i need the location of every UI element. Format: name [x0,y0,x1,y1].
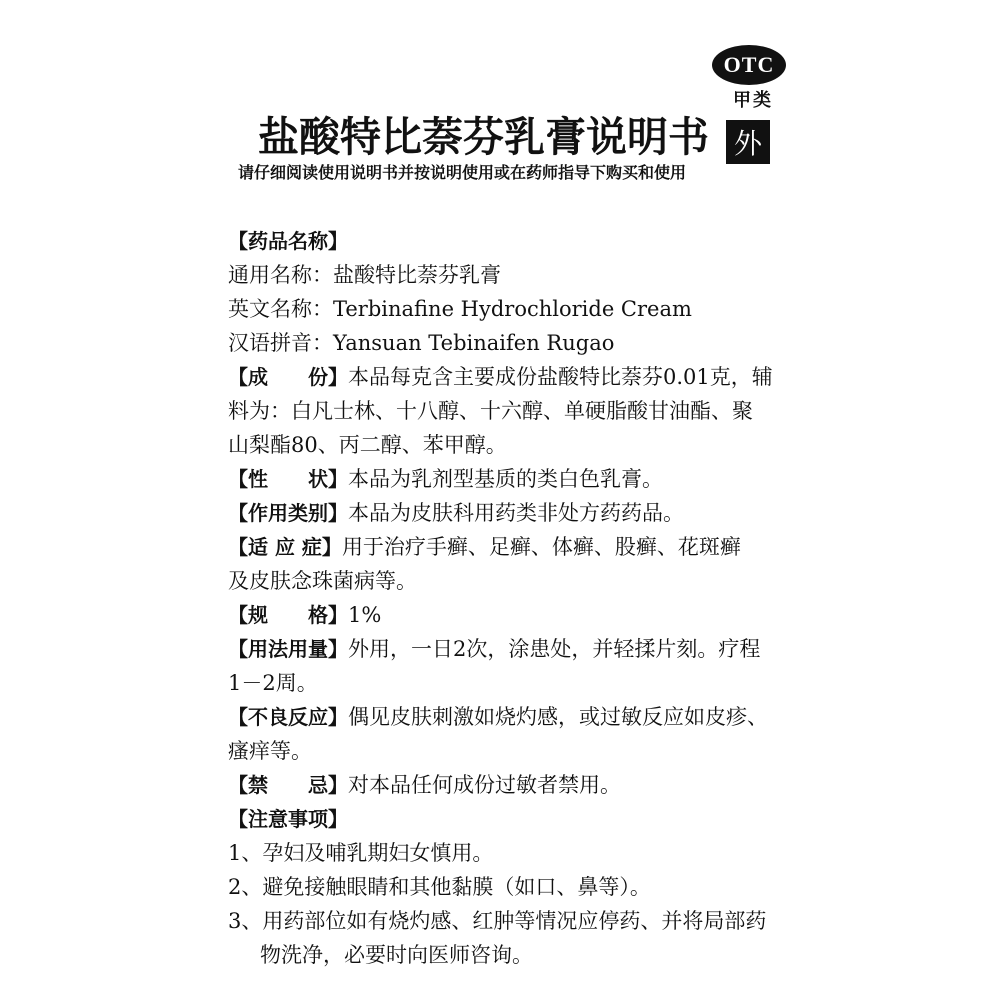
section-composition [228,360,808,394]
section-label: 【适 应 症】 [228,535,342,559]
category-text: 本品为皮肤科用药类非处方药药品。 [348,501,684,525]
section-contraindications [228,768,808,802]
section-dosage [228,632,808,666]
document-title: 盐酸特比萘芬乳膏说明书 [258,113,709,161]
otc-badge: OTC [712,45,786,85]
dosage-text: 外用，一日2次，涂患处，并轻揉片刻。疗程 [348,637,761,661]
section-label: 【注意事项】 [228,807,348,831]
indications-text: 用于治疗手癣、足癣、体癣、股癣、花斑癣 [341,535,741,559]
adverse-text: 偶见皮肤刺激如烧灼感，或过敏反应如皮疹、 [348,705,768,729]
otc-class-label: 甲类 [733,90,773,111]
precaution-item: 3、用药部位如有烧灼感、红肿等情况应停药、并将局部药 [228,909,767,933]
section-label: 【作用类别】 [228,501,348,525]
section-label: 【禁 忌】 [228,773,348,797]
section-spec [228,598,808,632]
adverse-text-cont: 瘙痒等。 [228,739,312,763]
composition-text-cont: 山梨酯80、丙二醇、苯甲醇。 [228,433,507,457]
section-category [228,496,808,530]
dosage-text-cont: 1－2周。 [228,671,318,695]
section-label: 【药品名称】 [228,229,348,253]
precaution-item-cont: 物洗净，必要时向医师咨询。 [260,943,533,967]
generic-name: 通用名称：盐酸特比萘芬乳膏 [228,263,501,287]
pinyin-name: 汉语拼音：Yansuan Tebinaifen Rugao [228,331,615,355]
english-name: 英文名称：Terbinafine Hydrochloride Cream [228,297,692,321]
document-subtitle: 请仔细阅读使用说明书并按说明使用或在药师指导下购买和使用 [238,163,687,182]
contra-text: 对本品任何成份过敏者禁用。 [348,773,621,797]
external-use-badge: 外 [726,120,770,164]
section-label: 【成 份】 [228,365,348,389]
section-appearance [228,462,808,496]
section-adverse [228,700,808,734]
precaution-item: 2、避免接触眼睛和其他黏膜（如口、鼻等）。 [228,875,651,899]
section-label: 【规 格】 [228,603,348,627]
indications-text-cont: 及皮肤念珠菌病等。 [228,569,417,593]
section-precautions [228,802,808,836]
precaution-item: 1、孕妇及哺乳期妇女慎用。 [228,841,494,865]
leaflet-body [228,224,808,972]
section-indications [228,530,808,564]
composition-text: 本品每克含主要成份盐酸特比萘芬0.01克，辅 [348,365,773,389]
appearance-text: 本品为乳剂型基质的类白色乳膏。 [348,467,663,491]
spec-text: 1% [348,603,382,627]
section-label: 【用法用量】 [228,637,348,661]
section-drug-name [228,224,808,258]
composition-text-cont: 料为：白凡士林、十八醇、十六醇、单硬脂酸甘油酯、聚 [228,399,753,423]
section-label: 【性 状】 [228,467,348,491]
section-label: 【不良反应】 [228,705,348,729]
